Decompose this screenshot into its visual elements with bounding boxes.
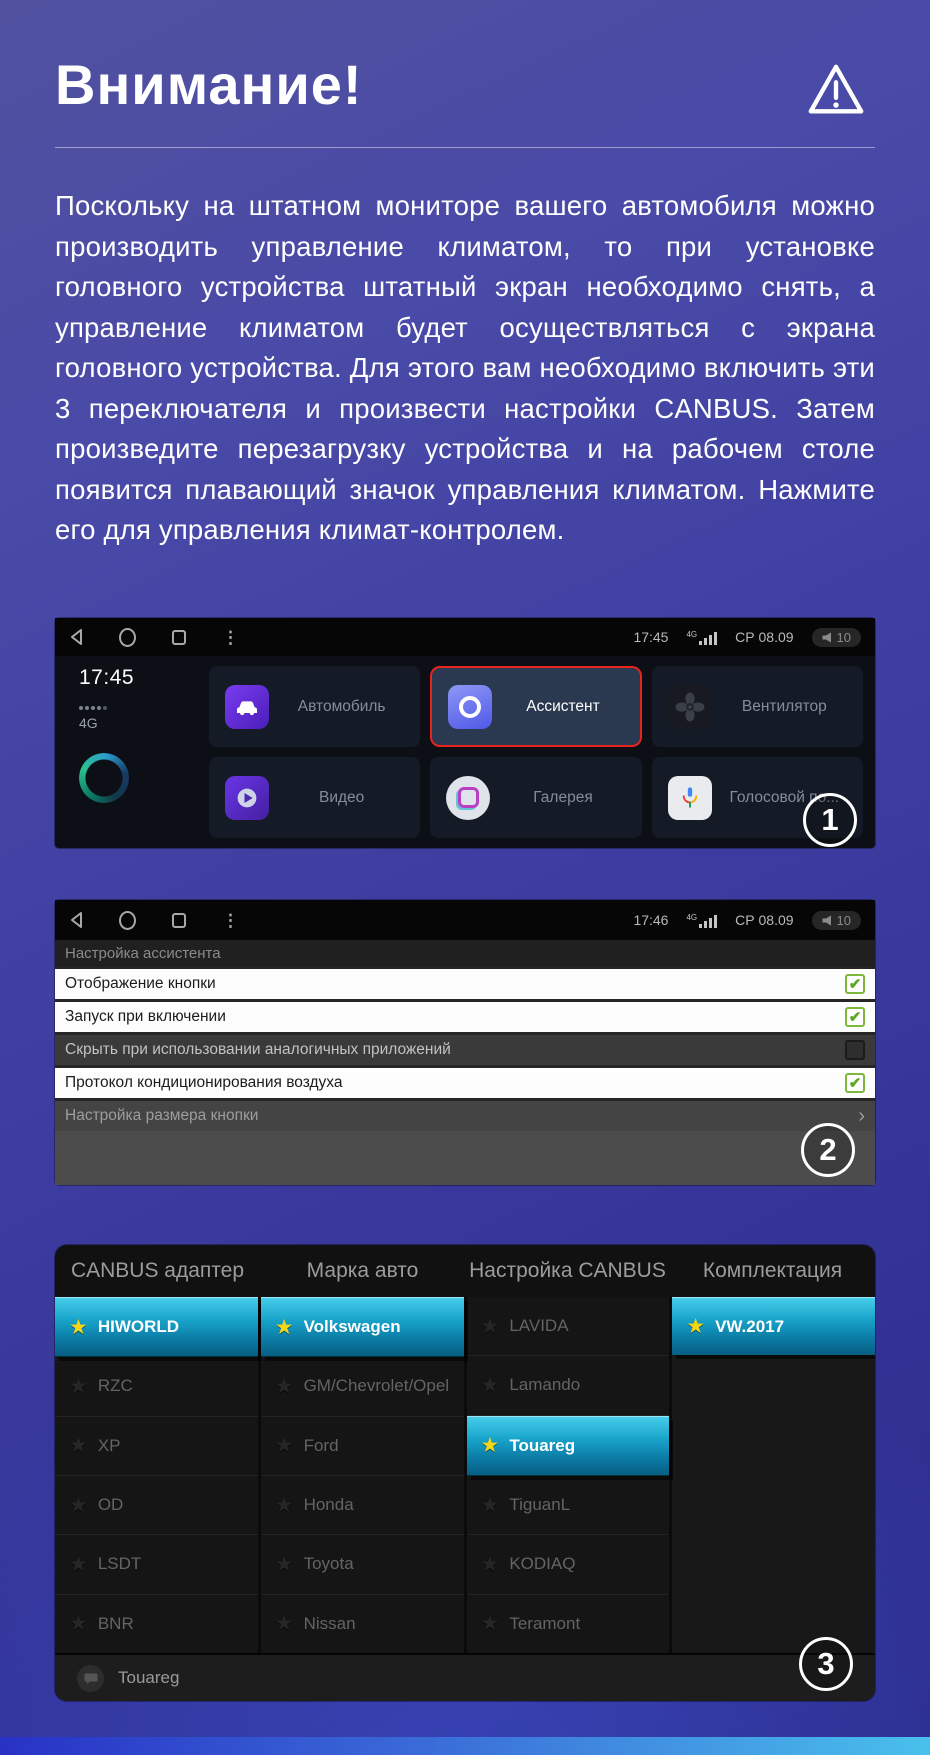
app-label: Галерея: [533, 788, 593, 806]
chevron-right-icon: ›: [858, 1105, 865, 1127]
status-time: 17:45: [633, 629, 669, 645]
step-badge-1: 1: [803, 793, 857, 847]
model-column: [467, 1297, 670, 1653]
list-item-lsdt[interactable]: ★ LSDT: [55, 1535, 258, 1594]
setting-label: Скрыть при использовании аналогичных приложений: [65, 1041, 451, 1058]
divider: [55, 147, 875, 148]
chat-bubble-icon: [77, 1665, 104, 1692]
canbus-footer: [55, 1646, 875, 1701]
app-card-assistant[interactable]: [430, 666, 641, 747]
recents-icon[interactable]: [172, 630, 186, 645]
list-item-od[interactable]: ★ OD: [55, 1476, 258, 1535]
setting-row-ac-protocol[interactable]: [55, 1068, 875, 1098]
screenshot-launcher: [55, 618, 875, 848]
home-icon[interactable]: [119, 911, 136, 930]
star-icon: ★: [480, 1434, 500, 1458]
star-icon: ★: [69, 1374, 88, 1398]
column-header-brand: Марка авто: [306, 1259, 419, 1282]
star-icon: ★: [274, 1493, 294, 1517]
canbus-column-headers: [55, 1245, 875, 1297]
list-item-rzc[interactable]: ★ RZC: [55, 1357, 258, 1416]
star-icon: ★: [274, 1374, 294, 1398]
signal-icon: 4G: [686, 630, 717, 645]
header: [55, 52, 875, 122]
list-item-lavida[interactable]: ★ LAVIDA: [467, 1297, 670, 1356]
setting-label: Протокол кондиционирования воздуха: [65, 1074, 343, 1091]
list-item-volkswagen[interactable]: ★ Volkswagen: [261, 1297, 464, 1357]
recents-icon[interactable]: [172, 913, 186, 928]
sidebar-clock: 17:45: [79, 666, 135, 689]
checkbox-unchecked[interactable]: [845, 1040, 865, 1060]
bottom-accent-strip: [0, 1737, 930, 1755]
canbus-grid: [55, 1297, 875, 1653]
step-badge-3: 3: [799, 1637, 853, 1691]
checkbox-checked[interactable]: [845, 1073, 865, 1093]
star-icon: ★: [69, 1434, 88, 1458]
gallery-icon: [446, 776, 490, 820]
app-label: Вентилятор: [741, 697, 827, 715]
list-item-hiworld[interactable]: ★ HIWORLD: [55, 1297, 258, 1357]
setting-row-hide-similar-apps[interactable]: [55, 1035, 875, 1065]
setting-label: Запуск при включении: [65, 1008, 226, 1025]
settings-filler: [55, 1131, 875, 1185]
list-item-touareg[interactable]: ★ Touareg: [467, 1416, 670, 1476]
launcher-sidebar: [55, 656, 205, 848]
speaker-icon: [822, 632, 832, 643]
home-icon[interactable]: [119, 628, 136, 647]
list-item-vw2017[interactable]: ★ VW.2017: [672, 1297, 875, 1355]
column-header-adapter: CANBUS адаптер: [70, 1259, 245, 1282]
brand-column: [261, 1297, 464, 1653]
star-icon: ★: [69, 1315, 88, 1339]
fan-icon: [668, 685, 712, 729]
volume-pill[interactable]: [812, 628, 861, 647]
back-icon[interactable]: [69, 911, 83, 929]
launcher-body: [55, 656, 875, 848]
list-item-teramont[interactable]: ★ Teramont: [480, 1612, 581, 1636]
sidebar-network: 4G: [79, 715, 98, 731]
adapter-column: [55, 1297, 258, 1653]
status-date: СР 08.09: [735, 629, 794, 645]
list-item-toyota[interactable]: ★ Toyota: [261, 1535, 464, 1594]
page-title: Внимание!: [55, 53, 363, 116]
checkbox-checked[interactable]: [845, 974, 865, 994]
star-icon: ★: [274, 1315, 294, 1339]
list-item-nissan[interactable]: ★ Nissan: [274, 1612, 356, 1636]
menu-icon[interactable]: ⋮: [222, 910, 239, 930]
star-icon: ★: [480, 1373, 500, 1397]
app-label: Голосовой по...: [729, 788, 840, 806]
menu-icon[interactable]: ⋮: [222, 627, 239, 647]
google-mic-icon: [668, 776, 712, 820]
star-icon: ★: [69, 1493, 88, 1517]
volume-pill[interactable]: [812, 911, 861, 930]
list-item-xp[interactable]: ★ XP: [55, 1417, 258, 1476]
list-item-lamando[interactable]: ★ Lamando: [467, 1356, 670, 1415]
star-icon: ★: [686, 1315, 706, 1338]
app-label: Видео: [319, 788, 365, 806]
list-item-gm[interactable]: ★ GM/Chevrolet/Opel: [261, 1357, 464, 1416]
screenshot-canbus-setup: [55, 1245, 875, 1701]
step-badge-2: 2: [801, 1123, 855, 1177]
star-icon: ★: [69, 1552, 88, 1576]
setting-label: Отображение кнопки: [65, 975, 216, 992]
screenshot-assistant-settings: [55, 900, 875, 1185]
back-icon[interactable]: [69, 628, 83, 646]
setting-label: Настройка размера кнопки: [65, 1107, 259, 1124]
app-grid: [205, 656, 875, 848]
star-icon: ★: [480, 1314, 500, 1338]
star-icon: ★: [274, 1552, 294, 1576]
list-item-honda[interactable]: ★ Honda: [261, 1476, 464, 1535]
status-bar: [55, 618, 875, 656]
settings-section-title: Настройка ассистента: [55, 940, 875, 967]
app-card-car[interactable]: [209, 666, 420, 747]
list-item-ford[interactable]: ★ Ford: [261, 1417, 464, 1476]
video-icon: [225, 776, 269, 820]
app-card-fan[interactable]: [652, 666, 863, 747]
speaker-icon: [822, 915, 832, 926]
setting-row-launch-on-start[interactable]: [55, 1002, 875, 1032]
list-item-bnr[interactable]: ★ BNR: [69, 1612, 134, 1636]
checkbox-checked[interactable]: [845, 1007, 865, 1027]
app-card-video[interactable]: [209, 757, 420, 838]
volume-value: 10: [836, 629, 851, 645]
column-header-trim: Комплектация: [702, 1259, 843, 1282]
settings-list: [55, 967, 875, 1131]
star-icon: ★: [480, 1552, 500, 1576]
trim-column: [672, 1297, 875, 1653]
status-date: СР 08.09: [735, 912, 794, 928]
signal-icon: 4G: [686, 913, 717, 928]
status-bar: [55, 900, 875, 940]
signal-dots-icon: [79, 706, 83, 710]
setting-row-button-size[interactable]: [55, 1101, 875, 1131]
status-time: 17:46: [633, 912, 669, 928]
current-model-label: Touareg: [118, 1668, 180, 1687]
list-item-kodiaq[interactable]: ★ KODIAQ: [467, 1535, 670, 1594]
app-label: Автомобиль: [297, 697, 386, 715]
volume-value: 10: [836, 912, 851, 928]
star-icon: ★: [69, 1612, 88, 1636]
column-header-canbus: Настройка CANBUS: [469, 1259, 666, 1282]
star-icon: ★: [480, 1493, 500, 1517]
app-card-gallery[interactable]: [430, 757, 641, 838]
star-icon: ★: [274, 1612, 294, 1636]
star-icon: ★: [274, 1434, 294, 1458]
intro-paragraph: Поскольку на штатном мониторе вашего автомобиля можно производить управление климатом, то при установке головного устройства штатный экран необходимо снять, а управление климатом будет осуществляться с экрана головного устройства. Для этого вам необходимо включить эти 3 переключателя и произвести настройки CANBUS. Затем произведите перезагрузку устройства и на рабочем столе появится плавающий значок управления климатом. Нажмите его для управления климат-контролем.: [55, 190, 875, 545]
warning-icon: [805, 60, 867, 122]
car-icon: [225, 685, 269, 729]
assistant-icon: [448, 685, 492, 729]
star-icon: ★: [480, 1612, 500, 1636]
list-item-tiguanl[interactable]: ★ TiguanL: [467, 1476, 670, 1535]
setting-row-show-button[interactable]: [55, 969, 875, 999]
assistant-ring-icon[interactable]: [79, 753, 129, 803]
app-label: Ассистент: [526, 697, 600, 715]
